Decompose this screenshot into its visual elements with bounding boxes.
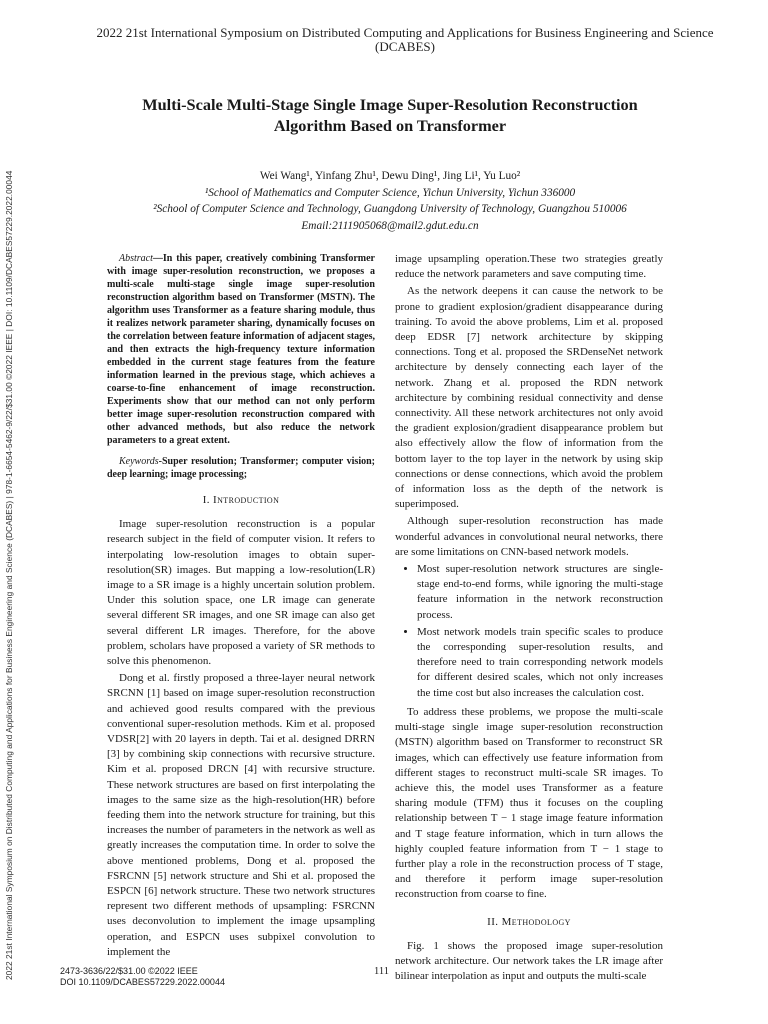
sidebar-text: 2022 21st International Symposium on Distributed Computing and Applications for Business Engineering and Science (DCABES) | 978-1-6654-5462-9/22/$31.00 ©2022 IEEE | DOI: 10.1109/DCABES57229.2022.00044 xyxy=(4,170,14,980)
paragraph: As the network deepens it can cause the network to be prone to gradient explosion/gradient disappearance during training. To avoid the above problems, Lim et al. proposed deep EDSR [7] network architecture by skipping connections. Tong et al. proposed the SRDenseNet network architecture by densely connecting each layer of the network. Zhang et al. proposed the RDN network architecture by combining residual connectivity and dense connectivity. All these network architectures not only avoid the gradient explosion/gradient disappearance problem but also effectively allow the flow of information from the bottom layer to the top layer in the network by using skip connections or dense connections, which avoid the problem of information loss as the depth of the network is superimposed. xyxy=(395,285,663,511)
title-line2: Algorithm Based on Transformer xyxy=(273,116,507,135)
abstract-label: Abstract xyxy=(119,253,153,264)
author-block xyxy=(60,168,720,234)
conference-header-line1: 2022 21st International Symposium on Distributed Computing and Applications for Business Engineering and Science xyxy=(96,25,714,40)
list-item: • Most super-resolution network structures are single-stage end-to-end forms, while ignoring the multi-stage feature information in the network reconstruction process. xyxy=(417,562,663,623)
paragraph: Fig. 1 shows the proposed image super-resolution network architecture. Our network takes the LR image after bilinear interpolation as input and outputs the multi-scale xyxy=(395,939,663,983)
list-item: • Most network models train specific scales to produce the corresponding super-resolution results, and therefore need to train corresponding network models for different desired scales, which not only increases the time cost but also increases the calculation cost. xyxy=(417,625,663,701)
paper-title xyxy=(90,94,690,136)
paragraph: image upsampling operation.These two strategies greatly reduce the network parameters and save computing time. xyxy=(395,253,663,281)
paragraph: To address these problems, we propose the multi-scale multi-stage single image super-resolution reconstruction (MSTN) algorithm based on Transformer to reconstruct SR images, which can effectively use feature information from different stages to reconstruct multi-scale SR images. To achieve this, the model uses Transformer as a feature sharing module (TFM) thus it focuses on the coupling relationship between T − 1 stage image feature information and T stage feature information, which in turn allows the highly coupled feature information from T − 1 stage to further play a role in the reconstruction process of T stage, and therefore it perform image super-resolution reconstruction from coarse to fine. xyxy=(395,705,663,901)
abstract xyxy=(107,252,375,447)
affiliation-1: ¹School of Mathematics and Computer Science, Yichun University, Yichun 336000 xyxy=(204,186,576,199)
footer-doi: DOI 10.1109/DCABES57229.2022.00044 xyxy=(60,977,225,987)
paragraph: Although super-resolution reconstruction has made wonderful advances in convolutional neural networks, there are some limitations on CNN-based network models. xyxy=(395,515,663,558)
section-heading-methodology: II. Methodology xyxy=(487,915,571,928)
affiliation-2: ²School of Computer Science and Technology, Guangdong University of Technology, Guangzhou 510006 xyxy=(153,203,627,215)
sidebar-doi-strip xyxy=(2,40,22,980)
title-line1: Multi-Scale Multi-Stage Single Image Super-Resolution Reconstruction xyxy=(142,95,638,114)
paragraph: Dong et al. firstly proposed a three-layer neural network SRCNN [1] based on image super-resolution reconstruction and achieved good results compared with the previous conventional super-resolution methods. Kim et al. proposed VDSR[2] with 20 layers in depth. Tai et al. designed DRRN [3] by combining skip connections with recursive structure. Kim et al. proposed DRCN [4] with recursive structure. These network structures are based on first interpolating the images to the same size as the high-resolution(HR) before feeding them into the network structure for training, but this increases the number of parameters in the network as well as greatly increases the computation time. In order to solve the above mentioned problems, Dong et al. proposed the FSRCNN [5] network structure and Shi et al. proposed the ESPCN [6] network structure. These two network structures represent two different methods of upsampling: FSRCNN uses deconvolution to implement the image upsampling operation, and ESPCN uses subpixel convolution to implement the xyxy=(107,672,375,958)
paragraph: Image super-resolution reconstruction is a popular research subject in the field of computer vision. It refers to interpolating low-resolution images to obtain super-resolution(SR) images. But mapping a low-resolution(LR) image to a SR image is a highly uncertain solution problem. Under this solution space, one LR image can generate several different SR images, and one SR image can also get several different LR images. Therefore, for the above problem, scholars have proposed a variety of SR methods to solve this phenomenon. xyxy=(107,518,375,668)
conference-header xyxy=(60,26,750,54)
keywords-text: -Super resolution; Transformer; computer vision; deep learning; image processing; xyxy=(107,456,375,480)
left-column xyxy=(107,252,375,962)
limitations-list xyxy=(395,562,663,701)
footer-copyright xyxy=(60,966,225,988)
right-column xyxy=(395,252,663,986)
section-heading-introduction: I. Introduction xyxy=(202,494,280,506)
conference-header-line2: (DCABES) xyxy=(375,39,435,54)
keywords-label: Keywords xyxy=(119,456,159,467)
author-names: Wei Wang¹, Yinfang Zhu¹, Dewu Ding¹, Jing Li¹, Yu Luo² xyxy=(259,170,521,182)
author-email: Email:2111905068@mail2.gdut.edu.cn xyxy=(301,219,479,232)
abstract-text: —In this paper, creatively combining Transformer with image super-resolution reconstruction, we proposes a multi-scale multi-stage single image super-resolution reconstruction algorithm based on Transformer (MSTN). The algorithm uses Transformer as a feature sharing module, thus it realizes network parameter sharing, dynamically focuses on the correlation between feature information of adjacent stages, and then extracts the high-frequency texture information embedded in the current stage features from the feature information learned in the previous stage, which achieves a coarse-to-fine enhancement of image reconstruction. Experiments show that our method can not only perform better image super-resolution reconstruction compared with other advanced methods, but also reduce the network parameters to a great extent. xyxy=(107,253,375,446)
page-number: 111 xyxy=(374,966,389,977)
footer-line1: 2473-3636/22/$31.00 ©2022 IEEE xyxy=(60,966,198,976)
keywords xyxy=(107,455,375,481)
